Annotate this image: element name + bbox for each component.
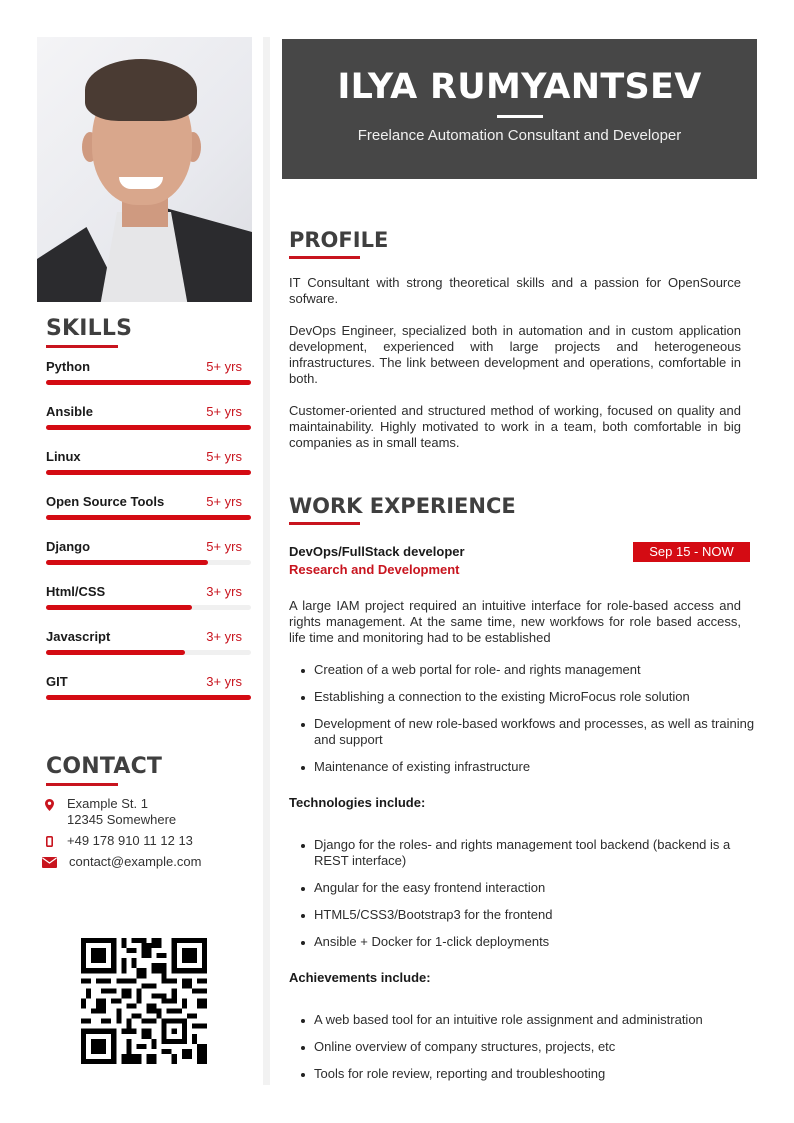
skill-bar bbox=[46, 695, 251, 700]
skill-name: Html/CSS bbox=[46, 584, 106, 599]
achievements-heading: Achievements include: bbox=[289, 970, 431, 985]
skill-item bbox=[46, 397, 251, 442]
skill-years: 5+ yrs bbox=[206, 359, 242, 374]
list-item: Angular for the easy frontend interaction bbox=[301, 880, 759, 896]
job-date-badge: Sep 15 - NOW bbox=[633, 542, 750, 562]
skill-bar-fill bbox=[46, 560, 208, 565]
contact-section bbox=[37, 754, 252, 875]
skill-name: Javascript bbox=[46, 629, 111, 644]
profile-section bbox=[289, 228, 741, 467]
column-divider bbox=[263, 37, 270, 1085]
skill-item bbox=[46, 622, 251, 667]
achievements-list bbox=[301, 1012, 759, 1082]
skill-bar-fill bbox=[46, 470, 251, 475]
list-item: Maintenance of existing infrastructure bbox=[301, 759, 759, 775]
skill-years: 3+ yrs bbox=[206, 674, 242, 689]
skill-bar bbox=[46, 650, 251, 655]
contact-phone bbox=[37, 833, 252, 849]
work-experience-section bbox=[289, 494, 759, 1093]
profile-paragraph: IT Consultant with strong theoretical skills and a passion for OpenSource sofware. bbox=[289, 275, 741, 306]
skill-years: 5+ yrs bbox=[206, 404, 242, 419]
address-text bbox=[67, 796, 176, 828]
phone-text[interactable]: +49 178 910 11 12 13 bbox=[67, 833, 193, 848]
mobile-phone-icon bbox=[37, 833, 61, 847]
skill-years: 5+ yrs bbox=[206, 539, 242, 554]
email-link[interactable]: contact@example.com bbox=[69, 854, 202, 869]
list-item: Development of new role-based workfows and processes, as well as training and support bbox=[301, 716, 759, 748]
person-name: ILYA RUMYANTSEV bbox=[337, 67, 702, 107]
list-item: Establishing a connection to the existing MicroFocus role solution bbox=[301, 689, 759, 705]
list-item: Tools for role review, reporting and troubleshooting bbox=[301, 1066, 759, 1082]
address-line-1: Example St. 1 bbox=[67, 796, 148, 811]
skill-bar bbox=[46, 470, 251, 475]
job-header bbox=[289, 544, 759, 584]
skill-bar-fill bbox=[46, 380, 251, 385]
address-line-2: 12345 Somewhere bbox=[67, 812, 177, 827]
skill-bar bbox=[46, 425, 251, 430]
skill-bar-fill bbox=[46, 605, 192, 610]
list-item: Ansible + Docker for 1-click deployments bbox=[301, 934, 759, 950]
job-department: Research and Development bbox=[289, 562, 460, 577]
skills-title-underline bbox=[46, 345, 118, 348]
profile-paragraph: DevOps Engineer, specialized both in automation and in custom application development, experienced with large projects and heterogeneous infrastructures. The link between development and operations, comfortable in both. bbox=[289, 323, 741, 386]
skills-section bbox=[37, 316, 252, 712]
technologies-list bbox=[301, 837, 759, 950]
skill-item bbox=[46, 442, 251, 487]
skill-bar bbox=[46, 515, 251, 520]
skill-bar-fill bbox=[46, 425, 251, 430]
skills-title: SKILLS bbox=[46, 316, 133, 341]
job-tasks-list bbox=[301, 662, 759, 775]
skill-name: Open Source Tools bbox=[46, 494, 165, 509]
envelope-icon bbox=[37, 854, 61, 868]
list-item: A web based tool for an intuitive role assignment and administration bbox=[301, 1012, 759, 1028]
contact-title-underline bbox=[46, 783, 118, 786]
job-subtitle: Freelance Automation Consultant and Developer bbox=[357, 127, 682, 144]
skill-bar-fill bbox=[46, 695, 251, 700]
skill-item bbox=[46, 352, 251, 397]
skill-years: 5+ yrs bbox=[206, 494, 242, 509]
skill-bar-fill bbox=[46, 515, 251, 520]
profile-title-underline bbox=[289, 256, 360, 259]
list-item: Creation of a web portal for role- and rights management bbox=[301, 662, 759, 678]
name-underline bbox=[497, 115, 543, 118]
skill-bar bbox=[46, 605, 251, 610]
skill-name: GIT bbox=[46, 674, 68, 689]
skill-item bbox=[46, 532, 251, 577]
skill-name: Python bbox=[46, 359, 91, 374]
left-column bbox=[37, 37, 252, 302]
portrait-photo bbox=[37, 37, 252, 302]
list-item: HTML5/CSS3/Bootstrap3 for the frontend bbox=[301, 907, 759, 923]
contact-list bbox=[37, 796, 252, 870]
technologies-heading: Technologies include: bbox=[289, 795, 426, 810]
map-marker-icon bbox=[37, 796, 61, 811]
contact-title: CONTACT bbox=[46, 754, 163, 779]
skill-name: Linux bbox=[46, 449, 81, 464]
skill-item bbox=[46, 577, 251, 622]
job-description: A large IAM project required an intuitive interface for role-based access and rights management. At the same time, new workfows for role based access, life time and monitoring had to be established bbox=[289, 598, 741, 645]
work-experience-title: WORK EXPERIENCE bbox=[289, 494, 516, 518]
skill-years: 5+ yrs bbox=[206, 449, 242, 464]
contact-email bbox=[37, 854, 252, 870]
qr-code bbox=[81, 938, 207, 1064]
profile-text bbox=[289, 275, 741, 451]
skill-years: 3+ yrs bbox=[206, 584, 242, 599]
profile-paragraph: Customer-oriented and structured method of working, focused on quality and maintainability. Highly motivated to work in a team, both comfortable in big companies as in small teams. bbox=[289, 403, 741, 450]
skill-item bbox=[46, 667, 251, 712]
header-banner bbox=[282, 39, 757, 179]
work-experience-title-underline bbox=[289, 522, 360, 525]
skill-name: Django bbox=[46, 539, 91, 554]
skill-item bbox=[46, 487, 251, 532]
skill-bar-fill bbox=[46, 650, 185, 655]
job-title: DevOps/FullStack developer bbox=[289, 544, 465, 559]
profile-title: PROFILE bbox=[289, 228, 389, 252]
skill-bar bbox=[46, 560, 251, 565]
contact-address bbox=[37, 796, 252, 828]
list-item: Online overview of company structures, projects, etc bbox=[301, 1039, 759, 1055]
skill-years: 3+ yrs bbox=[206, 629, 242, 644]
skills-list bbox=[37, 352, 252, 712]
list-item: Django for the roles- and rights management tool backend (backend is a REST interface) bbox=[301, 837, 759, 869]
skill-bar bbox=[46, 380, 251, 385]
skill-name: Ansible bbox=[46, 404, 93, 419]
